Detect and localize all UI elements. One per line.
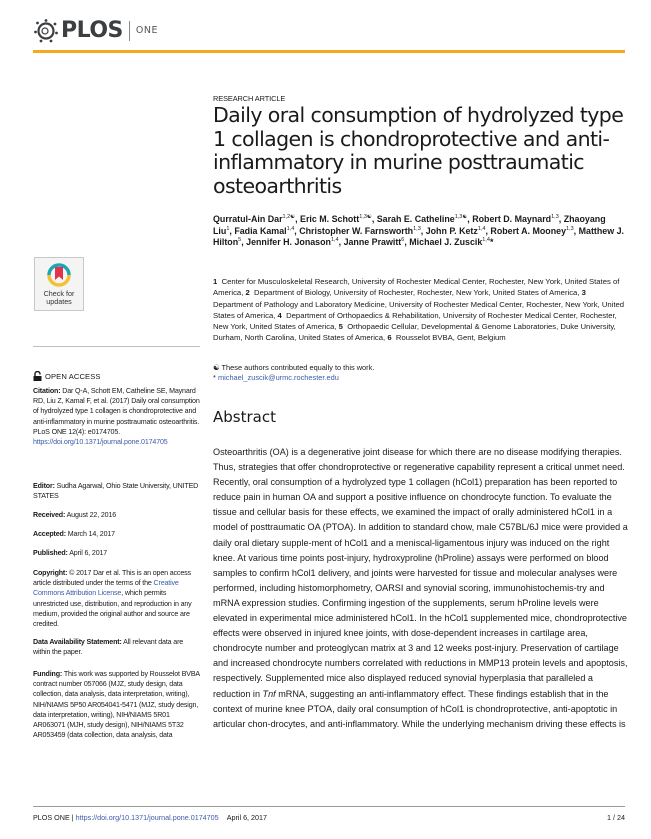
author-name: Eric M. Schott	[300, 214, 360, 224]
equal-contribution-icon: ☯	[213, 363, 222, 372]
author-name: Michael J. Zuscik	[409, 237, 483, 248]
author-affiliation-sup: 1,3	[413, 225, 421, 232]
corresponding-author: * michael_zuscik@urmc.rochester.edu	[213, 373, 339, 382]
copyright: Copyright: © 2017 Dar et al. This is an open access article distributed under the terms of the Creative Commons Attribution License, which permits unrestricted use, distribution, and reproduction in any medium, provided the original author and source are credited.	[33, 569, 192, 629]
logo-divider	[129, 21, 130, 41]
license-link[interactable]: Creative Commons Attribution License	[33, 579, 179, 598]
published-date: Published: April 6, 2017	[33, 549, 108, 557]
author-affiliation-sup: 1,3	[551, 214, 559, 220]
badge-line2: updates	[46, 297, 72, 306]
author-affiliation-sup: 1	[226, 225, 230, 232]
equal-contribution-note: ☯ These authors contributed equally to this work.	[213, 363, 375, 372]
affiliation-number: 3	[581, 288, 586, 298]
received-date: Received: August 22, 2016	[33, 511, 117, 519]
open-lock-icon	[33, 371, 42, 381]
page-number: 1 / 24	[607, 813, 625, 822]
author-list	[213, 214, 625, 249]
author-separator: ,	[294, 225, 300, 236]
author-name: Robert A. Mooney	[490, 225, 567, 236]
badge-line1: Check for	[43, 289, 75, 298]
logo-plos-text: PLOS	[61, 18, 123, 43]
author-notes	[213, 363, 625, 383]
author-affiliation-sup: 6	[401, 237, 405, 244]
affiliation-number: 1	[213, 277, 218, 286]
open-access: OPEN ACCESS	[33, 371, 201, 381]
check-for-updates-button[interactable]	[34, 257, 84, 311]
sidebar-divider	[33, 346, 200, 347]
author-separator: ,	[229, 225, 235, 236]
author-separator: ,	[558, 214, 564, 224]
author-affiliation-sup: 1,3☯	[359, 214, 372, 220]
author-separator: ,	[573, 225, 579, 236]
page-footer	[33, 813, 625, 822]
author-affiliation-sup: 1,4	[482, 237, 490, 244]
author-separator: ,	[371, 214, 377, 224]
editor: Editor: Sudha Agarwal, Ohio State University, UNITED STATES	[33, 482, 199, 501]
author-affiliation-sup: 5	[238, 237, 242, 244]
plos-globe-icon	[33, 18, 59, 44]
affiliation-number: 4	[277, 310, 282, 320]
affiliation-number: 5	[338, 322, 343, 332]
author-separator: ,	[467, 214, 473, 224]
affiliation-text: Rousselot BVBA, Gent, Belgium	[395, 333, 506, 343]
author-separator: ,	[338, 237, 344, 248]
abstract-heading: Abstract	[213, 408, 276, 426]
author-name: Zhaoyang Liu	[213, 214, 606, 236]
author-separator: ,	[295, 214, 301, 224]
author-separator: ,	[420, 225, 426, 236]
plos-one-logo	[33, 18, 158, 44]
affiliations	[213, 276, 625, 344]
affiliation-text: Department of Pathology and Laboratory Medicine, University of Rochester Medical Center, Rochester, New York, United States of America,	[213, 299, 625, 320]
author-affiliation-sup: 1,3☯	[454, 214, 468, 220]
footer-doi-link[interactable]: https://doi.org/10.1371/journal.pone.0174705	[75, 813, 219, 822]
affiliation-number: 6	[387, 333, 392, 343]
footer-date: April 6, 2017	[226, 813, 268, 822]
author-name: Christopher W. Farnsworth	[299, 225, 414, 236]
author-affiliation-sup: 1,2☯	[282, 214, 296, 220]
abstract-body: Osteoarthritis (OA) is a degenerative joint disease for which there are no disease modifying therapies. Thus, strategies that offer chondroprotective or regenerative capability represent a critical unmet need. Recently, oral consumption of a hydrolyzed type 1 collagen (hCol1) preparation has been reported to reduce pain in human OA and support a positive influence on chondrocyte function. To evaluate the tissue and cellular basis for these effects, we examined the impact of orally administered hCol1 in a model of posttraumatic OA (PTOA). In addition to standard chow, male C57BL/6J mice were provided a daily oral dietary supple-ment of hCol1 and a meniscal-ligamentous injury was induced on the right knee. At various time points post-injury, hydroxyproline (hProline) assays were performed on blood samples to confirm hCol1 delivery, and joints were harvested for tissue and molecular analyses were performed, including histomorphometry, OARSI and synovial scoring, immunohistochemis-try and mRNA expression studies. Confirming ingestion of the supplements, serum hProline levels were elevated in experimental mice administered hCol1. In the hCol1 supplemented mice, chondroprotective effects were observed in injured knee joints, with dose-dependent increases in cartilage area, chondrocyte number and proteoglycan matrix at 3 and 12 weeks post-injury. Preservation of cartilage and increased chondrocyte numbers correlated with reductions in MMP13 protein levels and apoptosis, respectively. Supplemented mice also displayed reduced synovial hyperplasia that paralleled a reduction in Tnf mRNA, suggesting an anti-inflammatory effect. These findings establish that in the context of murine knee PTOA, daily oral consumption of hCol1 is chondroprotective, anti-apoptotic in articular chon-drocytes, and anti-inflammatory. While the underlying mechanism driving these effects is	[213, 447, 628, 729]
affiliation-text: Department of Orthopaedics & Rehabilitation, University of Rochester Medical Center, Rochester, New York, United States of America,	[213, 310, 617, 332]
author-affiliation-sup: 1,4	[330, 237, 339, 244]
author-name: Robert D. Maynard	[472, 214, 552, 224]
article-title: Daily oral consumption of hydrolyzed type 1 collagen is chondroprotective and anti-inflammatory in murine posttraumatic osteoarthritis	[213, 103, 624, 198]
author-name: Janne Prawitt	[343, 237, 402, 248]
author-affiliation-sup: 1,4	[286, 225, 295, 232]
author-name: Fadia Kamal	[234, 225, 287, 236]
footer-divider	[33, 806, 625, 807]
funding: Funding: This work was supported by Rousselot BVBA contract number 057066 (MJZ, study design, data collection, data analysis, data interpretation, writing), NIH/NIAMS 5P50 AR054041-5471 (MJZ, study design, data interpretation, writing), NIH/NIAMS 5R01 AR063071 (MJH, study design), NIH/NIAMS 5T32 AR053459 (data collection, data analysis, data	[33, 670, 200, 740]
affiliation-text: Center for Musculoskeletal Research, University of Rochester Medical Center, Rochester, New York, United States of America,	[213, 277, 620, 298]
author-separator: ,	[404, 237, 410, 248]
author-separator: ,	[485, 225, 491, 236]
author-name: John P. Ketz	[425, 225, 478, 236]
accepted-date: Accepted: March 14, 2017	[33, 530, 115, 538]
citation: Citation: Dar Q-A, Schott EM, Catheline SE, Maynard RD, Liu Z, Kamal F, et al. (2017) Daily oral consumption of hydrolyzed type 1 collagen is chondroprotective and anti-inflammatory in murine posttraumatic osteoarthritis. PLoS ONE 12(4): e0174705. https://doi.org/10.1371/journal.pone.0174705	[33, 387, 200, 447]
author-separator: *	[489, 237, 494, 248]
author-affiliation-sup: 1,3	[566, 225, 574, 232]
author-name: Matthew J. Hilton	[213, 225, 624, 248]
affiliation-text: Department of Biology, University of Rochester, Rochester, New York, United States of America,	[254, 288, 582, 298]
email-link[interactable]: michael_zuscik@urmc.rochester.edu	[217, 373, 339, 382]
logo-one-text: ONE	[135, 25, 158, 36]
author-name: Qurratul-Ain Dar	[213, 214, 283, 224]
author-separator: ,	[241, 237, 247, 248]
affiliation-number: 2	[245, 288, 250, 298]
author-affiliation-sup: 1,4	[477, 225, 486, 232]
header-accent-bar	[33, 50, 625, 53]
author-name: Jennifer H. Jonason	[246, 237, 331, 248]
affiliation-text: Orthopaedic Cellular, Developmental & Genome Laboratories, Duke University, Durham, North Carolina, United States of America,	[213, 322, 616, 343]
footer-journal: PLOS ONE |	[33, 813, 76, 822]
citation-doi-link[interactable]: https://doi.org/10.1371/journal.pone.0174705	[33, 438, 168, 447]
data-availability: Data Availability Statement: All relevant data are within the paper.	[33, 638, 184, 657]
article-type: RESEARCH ARTICLE	[213, 94, 286, 103]
check-for-updates-icon	[46, 262, 72, 288]
author-name: Sarah E. Catheline	[376, 214, 455, 224]
